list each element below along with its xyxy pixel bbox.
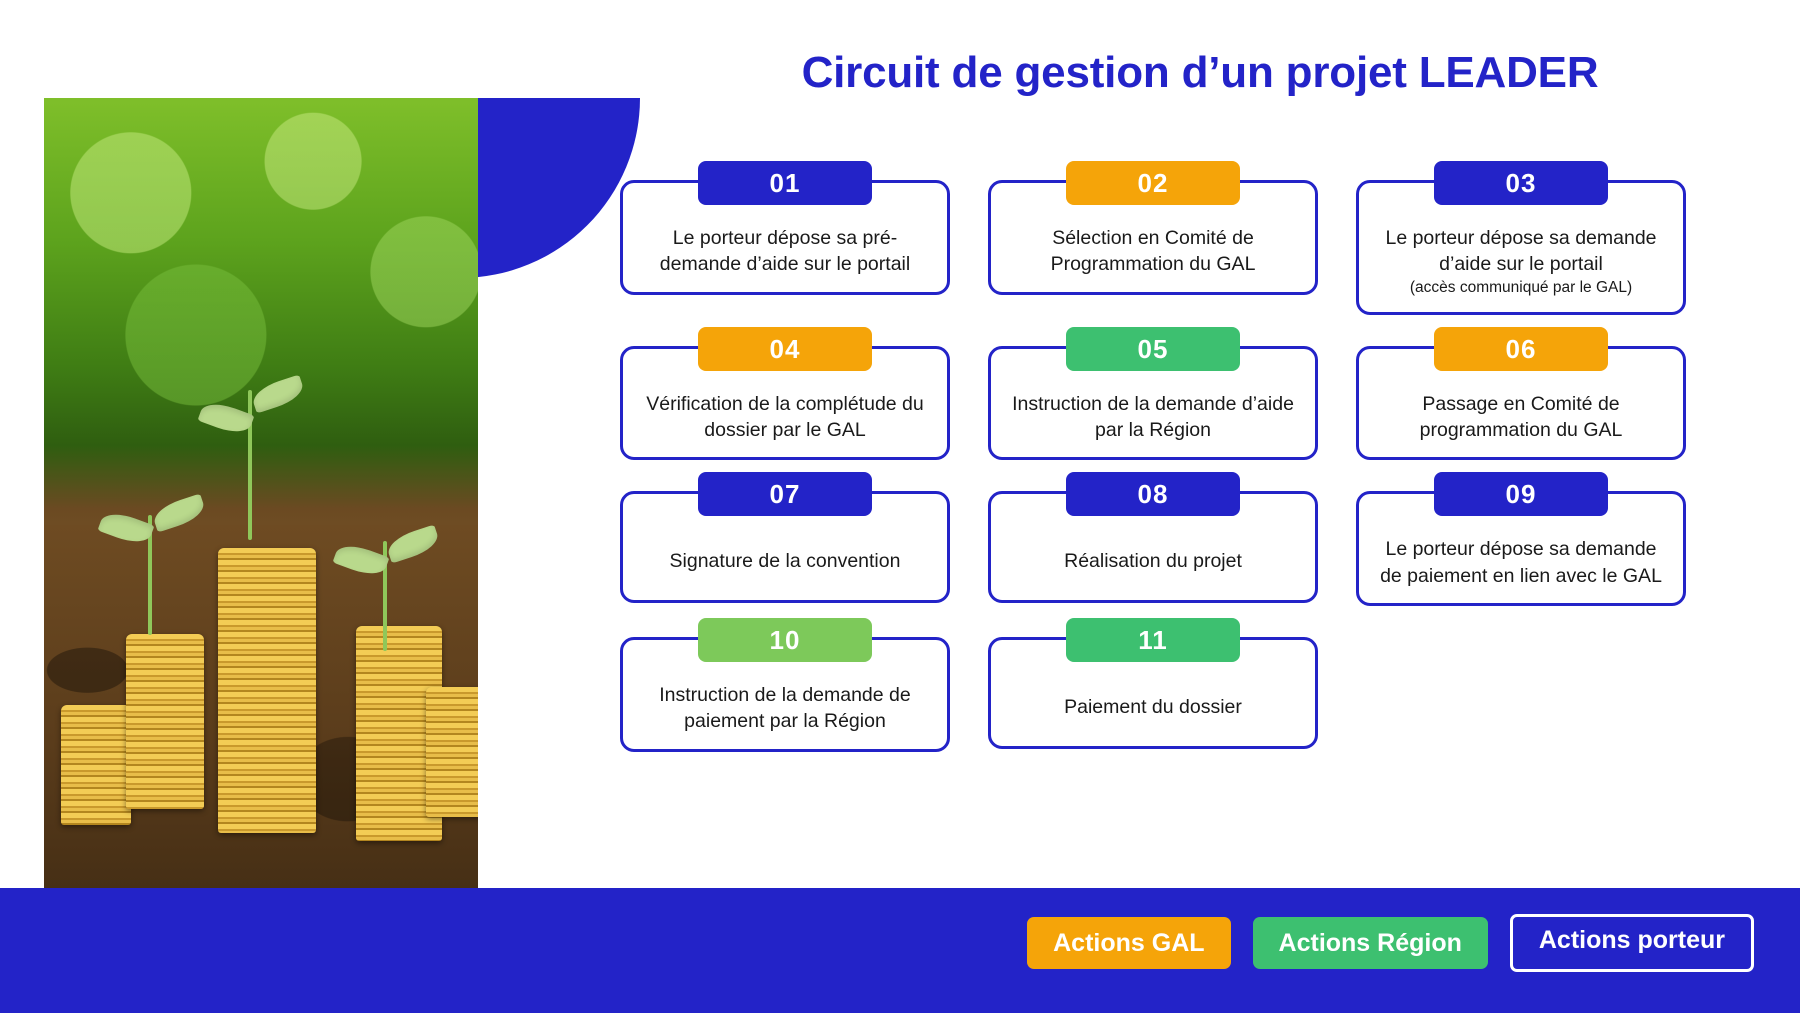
step-number-badge: 01	[698, 161, 872, 205]
coin-stack	[426, 687, 478, 817]
step-text-main: Le porteur dépose sa pré-demande d’aide sur le portail	[659, 227, 911, 276]
step-card-08[interactable]	[988, 479, 1318, 603]
step-text-main: Instruction de la demande d’aide par la Région	[1012, 392, 1294, 442]
step-card-02[interactable]	[988, 168, 1318, 295]
step-text-main: Le porteur dépose sa demande de paiement en lien avec le GAL	[1380, 538, 1662, 587]
page-title: Circuit de gestion d’un projet LEADER	[801, 48, 1599, 97]
step-number-badge: 10	[698, 618, 872, 662]
step-slot	[988, 625, 1318, 752]
step-text-main: Sélection en Comité de Programmation du GAL	[1050, 227, 1256, 276]
step-number-badge: 08	[1066, 472, 1240, 516]
steps-row	[620, 625, 1720, 752]
step-text-main: Instruction de la demande de paiement par la Région	[659, 684, 911, 733]
step-text	[1007, 391, 1299, 444]
step-text	[1375, 391, 1667, 444]
step-text	[639, 225, 931, 278]
step-slot	[988, 333, 1318, 461]
step-card-06[interactable]	[1356, 333, 1686, 461]
step-text-main: Paiement du dossier	[1064, 695, 1242, 718]
step-text	[1375, 225, 1667, 298]
coin-stacks-photo	[44, 98, 478, 888]
step-text-main: Le porteur dépose sa demande d’aide sur le portail	[1385, 227, 1657, 276]
step-text	[1064, 548, 1242, 574]
legend-item-actions-gal[interactable]: Actions GAL	[1027, 917, 1230, 969]
steps-row	[620, 479, 1720, 606]
step-card-11[interactable]	[988, 625, 1318, 749]
step-number-badge: 02	[1066, 161, 1240, 205]
steps-row	[620, 333, 1720, 461]
coin-stack	[218, 548, 316, 833]
step-card-05[interactable]	[988, 333, 1318, 461]
step-slot	[620, 625, 950, 752]
step-card-09[interactable]	[1356, 479, 1686, 606]
coin-stack	[126, 634, 204, 809]
step-card-03[interactable]	[1356, 168, 1686, 315]
step-text-main: Passage en Comité de programmation du GAL	[1419, 392, 1623, 442]
step-number-badge: 05	[1066, 327, 1240, 371]
step-text	[670, 548, 901, 574]
step-number-badge: 11	[1066, 618, 1240, 662]
step-number-badge: 06	[1434, 327, 1608, 371]
step-card-07[interactable]	[620, 479, 950, 603]
step-text	[1064, 694, 1242, 720]
step-text-sub: (accès communiqué par le GAL)	[1409, 278, 1633, 296]
step-text-main: Réalisation du projet	[1064, 550, 1242, 573]
step-text	[639, 391, 931, 444]
step-card-01[interactable]	[620, 168, 950, 295]
step-text	[1007, 225, 1299, 278]
step-slot	[988, 479, 1318, 606]
legend	[1027, 914, 1754, 972]
step-number-badge: 09	[1434, 472, 1608, 516]
step-number-badge: 03	[1434, 161, 1608, 205]
step-slot	[620, 168, 950, 315]
step-number-badge: 04	[698, 327, 872, 371]
legend-item-actions-region[interactable]: Actions Région	[1253, 917, 1488, 969]
step-number-badge: 07	[698, 472, 872, 516]
process-steps-grid	[620, 168, 1720, 783]
step-slot	[1356, 479, 1686, 606]
step-slot	[1356, 168, 1686, 315]
footer-bar	[0, 888, 1800, 1013]
step-text	[639, 682, 931, 735]
step-card-10[interactable]	[620, 625, 950, 752]
step-text	[1375, 536, 1667, 589]
step-slot	[620, 479, 950, 606]
step-text-main: Vérification de la complétude du dossier par le GAL	[646, 392, 924, 442]
step-card-04[interactable]	[620, 333, 950, 461]
step-text-main: Signature de la convention	[669, 550, 901, 573]
coin-stack	[61, 705, 131, 825]
step-slot	[620, 333, 950, 461]
legend-item-actions-porteur[interactable]: Actions porteur	[1510, 914, 1754, 972]
step-slot	[1356, 333, 1686, 461]
steps-row	[620, 168, 1720, 315]
step-slot	[988, 168, 1318, 315]
